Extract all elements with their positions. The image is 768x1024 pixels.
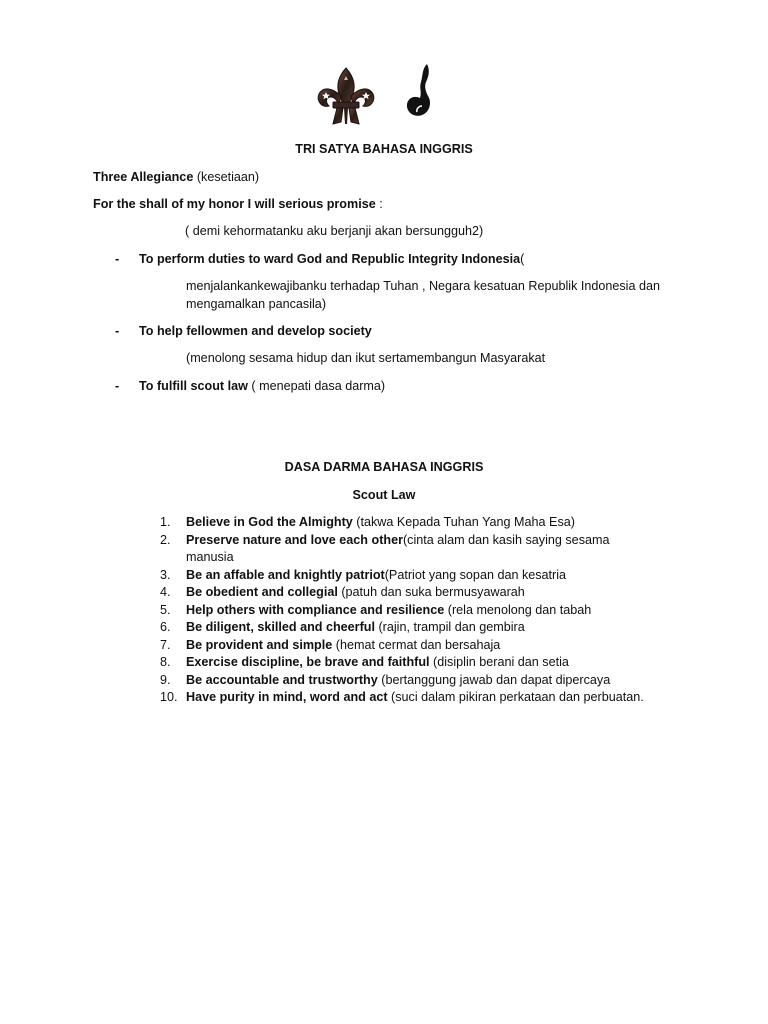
list-number: 6. — [160, 620, 171, 634]
promise-rest: : — [375, 197, 383, 211]
allegiance-rest: (kesetiaan) — [193, 170, 260, 184]
law-bold: Preserve nature and love each other — [186, 532, 403, 547]
scout-law-subtitle: Scout Law — [352, 488, 416, 502]
tri-satya-point-1-translation: menjalankankewajibanku terhadap Tuhan , Negara kesatuan Republik Indonesia dan mengamalkan pancasila) — [186, 279, 660, 311]
point-rest: ( menepati dasa darma) — [247, 379, 386, 393]
list-item — [160, 532, 660, 567]
tri-satya-point-2-translation: (menolong sesama hidup dan ikut sertamembangun Masyarakat — [186, 351, 546, 365]
tri-satya-point-1 — [139, 251, 524, 269]
bullet-dash: - — [115, 252, 120, 266]
logo-row — [0, 62, 768, 130]
point-bold: To fulfill scout law — [139, 379, 248, 393]
list-item — [160, 637, 660, 655]
list-item — [160, 619, 660, 637]
list-item — [160, 567, 660, 585]
law-translation: (rela menolong dan tabah — [444, 602, 592, 617]
list-number: 5. — [160, 602, 171, 617]
list-number: 3. — [160, 567, 171, 582]
tri-satya-title: TRI SATYA BAHASA INGGRIS — [295, 142, 473, 156]
list-number: 10. — [160, 690, 178, 704]
promise-translation: ( demi kehormatanku aku berjanji akan bersungguh2) — [185, 224, 484, 238]
list-item — [160, 672, 660, 690]
law-bold: Be an affable and knightly patriot — [186, 567, 385, 582]
law-translation: (patuh dan suka bermusyawarah — [337, 585, 525, 599]
allegiance-bold: Three Allegiance — [93, 170, 194, 184]
law-translation: (rajin, trampil dan gembira — [374, 620, 525, 634]
bullet-dash: - — [115, 379, 120, 393]
law-translation: (Patriot yang sopan dan kesatria — [384, 567, 567, 582]
list-item — [160, 584, 660, 602]
point-bold: To perform duties to ward God and Republic Integrity Indonesia — [139, 252, 521, 266]
law-bold: Help others with compliance and resilience — [186, 602, 445, 617]
tri-satya-point-3 — [139, 378, 385, 396]
law-bold: Be obedient and collegial — [186, 585, 338, 599]
bullet-dash: - — [115, 324, 120, 338]
promise-line — [93, 196, 383, 214]
dasa-darma-title: DASA DARMA BAHASA INGGRIS — [284, 460, 484, 474]
promise-bold: For the shall of my honor I will serious promise — [93, 197, 376, 211]
law-bold: Have purity in mind, word and act — [186, 690, 388, 704]
list-number: 4. — [160, 585, 171, 599]
point-bold: To help fellowmen and develop society — [139, 324, 372, 338]
list-number: 7. — [160, 637, 171, 652]
list-item — [160, 689, 660, 707]
list-number: 9. — [160, 672, 171, 687]
list-number: 1. — [160, 515, 171, 529]
point-rest: ( — [520, 252, 525, 266]
list-item — [160, 654, 660, 672]
law-translation: (takwa Kepada Tuhan Yang Maha Esa) — [352, 515, 575, 529]
law-translation: (hemat cermat dan bersahaja — [332, 637, 501, 652]
allegiance-line — [93, 169, 259, 187]
scout-law-list — [160, 514, 660, 707]
law-bold: Be provident and simple — [186, 637, 333, 652]
law-translation: (cinta alam dan kasih saying sesama manusia — [186, 532, 610, 564]
fleur-de-lis-icon — [313, 66, 379, 126]
law-bold: Believe in God the Almighty — [186, 515, 353, 529]
law-translation: (disiplin berani dan setia — [429, 655, 569, 669]
law-bold: Exercise discipline, be brave and faithful — [186, 655, 430, 669]
list-number: 8. — [160, 655, 171, 669]
list-item — [160, 514, 660, 532]
list-item — [160, 602, 660, 620]
law-translation: (suci dalam pikiran perkataan dan perbuatan. — [387, 690, 644, 704]
tri-satya-point-2 — [139, 323, 372, 341]
law-bold: Be accountable and trustworthy — [186, 672, 378, 687]
list-number: 2. — [160, 532, 171, 547]
law-translation: (bertanggung jawab dan dapat dipercaya — [377, 672, 611, 687]
law-bold: Be diligent, skilled and cheerful — [186, 620, 375, 634]
tunas-kelapa-icon — [402, 62, 438, 118]
